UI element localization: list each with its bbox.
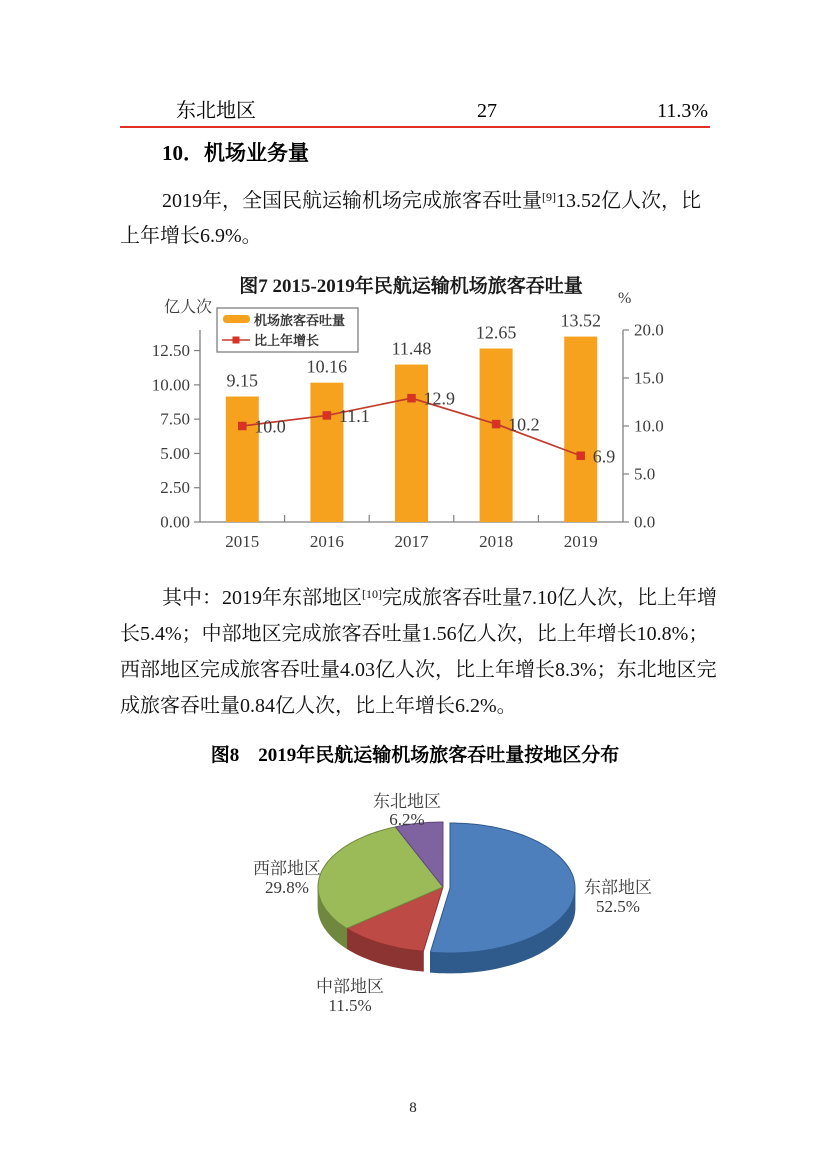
left-tick-label: 10.00 [151, 375, 190, 395]
right-tick-label: 0.0 [634, 512, 656, 532]
p2-l1-text2: 完成旅客吞吐量7.10亿人次，比上年增 [382, 587, 717, 609]
line-value-label: 12.9 [423, 388, 455, 409]
bar [310, 383, 343, 522]
line-marker [238, 422, 246, 430]
left-axis-unit: 亿人次 [164, 299, 213, 316]
slice-pct-west: 29.8% [265, 878, 309, 897]
paragraph-2-line-2: 长5.4%；中部地区完成旅客吞吐量1.56亿人次，比上年增长10.8%； [120, 623, 709, 645]
paragraph-1-line-2: 上年增长6.9%。 [120, 225, 262, 247]
legend-line-marker [233, 337, 240, 344]
line-marker [492, 420, 500, 428]
footnote-ref-9: [9] [542, 190, 556, 204]
figure8-title: 图8 2019年民航运输机场旅客吞吐量按地区分布 [210, 745, 620, 766]
section-heading: 10．机场业务量 [162, 141, 309, 165]
line-marker [408, 394, 416, 402]
p1-l1-text: 2019年，全国民航运输机场完成旅客吞吐量 [162, 190, 542, 212]
p2-l1-text: 其中：2019年东部地区 [162, 587, 362, 609]
bar-value-label: 12.65 [475, 322, 517, 343]
footnote-ref-10: [10] [362, 587, 382, 601]
figure7-title: 图7 2015-2019年民航运输机场旅客吞吐量 [239, 276, 583, 297]
line-value-label: 6.9 [592, 446, 616, 467]
paragraph-2-line-3: 西部地区完成旅客吞吐量4.03亿人次，比上年增长8.3%；东北地区完 [120, 659, 717, 681]
bar-value-label: 11.48 [391, 338, 432, 359]
bar [226, 397, 259, 522]
table-cell-count: 27 [477, 100, 497, 122]
slice-label-west: 西部地区 [253, 859, 321, 878]
figure8-pie-chart [215, 782, 725, 1048]
left-tick-label: 12.50 [151, 341, 190, 361]
paragraph-2 [120, 580, 717, 724]
category-label: 2017 [394, 532, 429, 551]
table-row [120, 99, 708, 123]
right-axis-unit: % [618, 290, 632, 307]
slice-pct-central: 11.5% [328, 996, 372, 1015]
line-value-label: 10.2 [508, 414, 540, 435]
slice-label-northeast: 东北地区 [373, 792, 441, 811]
right-tick-label: 15.0 [634, 368, 664, 388]
pie-label-west [253, 859, 321, 897]
pie-slices [318, 822, 575, 953]
legend-bar-swatch [223, 315, 250, 323]
table-cell-region: 东北地区 [176, 100, 256, 122]
page-number: 8 [409, 1100, 417, 1116]
left-tick-label: 0.00 [160, 512, 190, 532]
bar [564, 337, 597, 522]
slice-label-central: 中部地区 [316, 977, 384, 996]
right-tick-label: 20.0 [634, 320, 664, 340]
table-cell-share: 11.3% [657, 100, 708, 122]
slice-label-east: 东部地区 [584, 878, 652, 897]
bar-value-label: 10.16 [306, 356, 348, 377]
pie-label-east [584, 878, 652, 916]
legend-line-label: 比上年增长 [254, 333, 320, 348]
line-value-label: 11.1 [338, 405, 370, 426]
paragraph-1-line-1 [120, 184, 710, 219]
line-marker [577, 452, 585, 460]
bar [480, 349, 513, 522]
left-tick-label: 7.50 [160, 409, 190, 429]
bar-value-label: 9.15 [226, 370, 259, 391]
slice-pct-northeast: 6.2% [389, 810, 425, 829]
right-tick-label: 5.0 [634, 464, 656, 484]
category-label: 2018 [479, 532, 514, 551]
p1-l1-text2: 13.52亿人次，比 [556, 190, 701, 212]
right-tick-label: 10.0 [634, 416, 664, 436]
legend [217, 308, 358, 352]
figure7-bar-line-chart [120, 264, 740, 564]
red-rule-divider [120, 126, 710, 128]
slice-pct-east: 52.5% [596, 897, 640, 916]
category-label: 2016 [309, 532, 344, 551]
paragraph-2-line-1 [120, 580, 717, 616]
category-label: 2015 [225, 532, 260, 551]
category-label: 2019 [563, 532, 598, 551]
line-marker [323, 411, 331, 419]
legend-bar-label: 机场旅客吞吐量 [254, 313, 346, 328]
pie-label-central [316, 977, 384, 1015]
bar-value-label: 13.52 [560, 310, 601, 331]
left-tick-label: 2.50 [160, 478, 190, 498]
paragraph-2-line-4: 成旅客吞吐量0.84亿人次，比上年增长6.2%。 [120, 695, 517, 717]
left-tick-label: 5.00 [160, 443, 190, 463]
paragraph-1 [120, 184, 710, 254]
line-value-label: 10.0 [254, 416, 286, 437]
